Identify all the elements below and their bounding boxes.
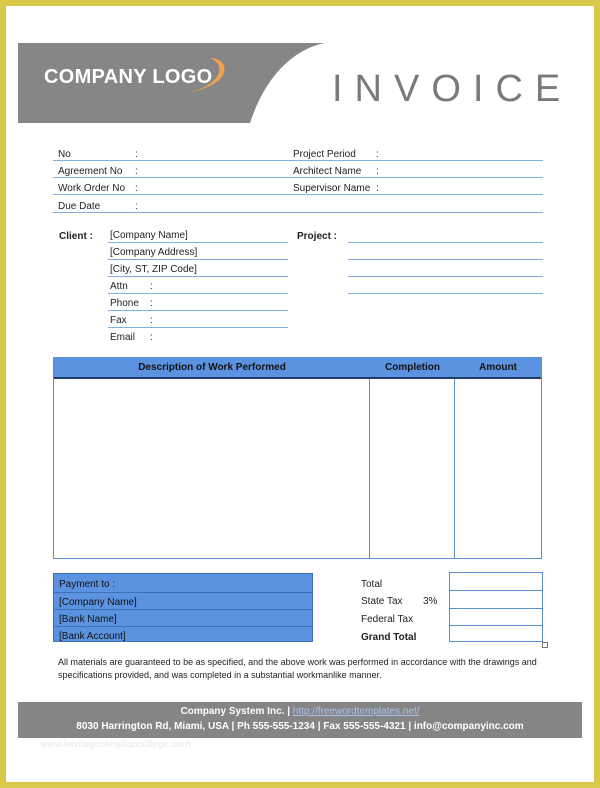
client-company-name: [Company Name]: [110, 230, 188, 241]
field-label-supervisor-name: Supervisor Name: [293, 183, 371, 194]
client-fax-label: Fax: [110, 315, 127, 326]
payment-title: Payment to :: [59, 579, 116, 590]
client-email-label: Email: [110, 332, 136, 343]
watermark-text: www.heritagechristiancollege.com: [40, 739, 191, 750]
invoice-title: INVOICE: [332, 68, 573, 110]
row-line: [53, 194, 543, 195]
invoice-page: COMPANY LOGO INVOICE No : Agreement No : Work Order No : Due Date : Project Period : Architect Name : Supervisor Name : Client : [Company Name] [Company Address] [City, ST, ZIP Code] Attn : Phone : Fax : Email : Project : Description of Work Performed Completion Amount Payment to : [Company Name] [Bank Name] [Bank Account] Total State Tax 3% Federal Tax Grand Total All materials are guaranteed to be as specified, and the above work was performed in accordance with the drawings and specifications provided, and was completed in a substantial workmanlike manner. Company System Inc. | http://freewordtemplates.net/ 8030 Harrington Rd, Miami, USA | Ph 555-555-1234 | Fax 555-555-4321 | info@companyinc.com www.heritagechristiancollege.com: [6, 6, 594, 782]
field-label-work-order-no: Work Order No: [58, 183, 126, 194]
guarantee-note: All materials are guaranteed to be as specified, and the above work was performed in accordance with the drawings and specifications provided, and was completed in a substantial workmanlike manner.: [58, 657, 537, 680]
payment-account: [Bank Account]: [59, 631, 126, 642]
field-label-architect-name: Architect Name: [293, 166, 362, 177]
row-line: [53, 212, 543, 213]
federal-tax-label: Federal Tax: [361, 614, 414, 625]
footer-company: Company System Inc.: [180, 706, 285, 717]
header-completion: Completion: [385, 362, 440, 373]
payment-bank: [Bank Name]: [59, 614, 117, 625]
client-phone-label: Phone: [110, 298, 139, 309]
project-label: Project :: [297, 231, 338, 242]
client-city: [City, ST, ZIP Code]: [110, 264, 197, 275]
state-tax-label: State Tax: [361, 596, 403, 607]
field-label-agreement-no: Agreement No: [58, 166, 123, 177]
client-label: Client :: [59, 231, 93, 242]
footer-line-1: Company System Inc. | http://freewordtemplates.net/: [180, 706, 420, 717]
field-label-project-period: Project Period: [293, 149, 356, 160]
payment-company: [Company Name]: [59, 597, 137, 608]
field-label-no: No: [58, 149, 71, 160]
footer-band: [18, 702, 582, 738]
totals-box: [449, 572, 543, 642]
company-logo-text: COMPANY LOGO: [44, 66, 213, 88]
row-line: [53, 160, 543, 161]
client-company-address: [Company Address]: [110, 247, 198, 258]
footer-website-link[interactable]: http://freewordtemplates.net/: [292, 706, 420, 717]
work-table: [53, 357, 542, 559]
state-tax-rate: 3%: [423, 596, 438, 607]
footer-address-line: 8030 Harrington Rd, Miami, USA | Ph 555-555-1234 | Fax 555-555-4321 | info@companyinc.com: [76, 721, 524, 732]
row-line: [53, 177, 543, 178]
client-attn-label: Attn: [110, 281, 128, 292]
work-table-header: [54, 358, 541, 379]
grand-total-label: Grand Total: [361, 632, 417, 643]
resize-handle-icon: [542, 642, 548, 648]
payment-box: [53, 573, 313, 642]
total-label: Total: [361, 579, 383, 590]
header-amount: Amount: [479, 362, 517, 373]
header-description: Description of Work Performed: [138, 362, 286, 373]
field-label-due-date: Due Date: [58, 201, 101, 212]
